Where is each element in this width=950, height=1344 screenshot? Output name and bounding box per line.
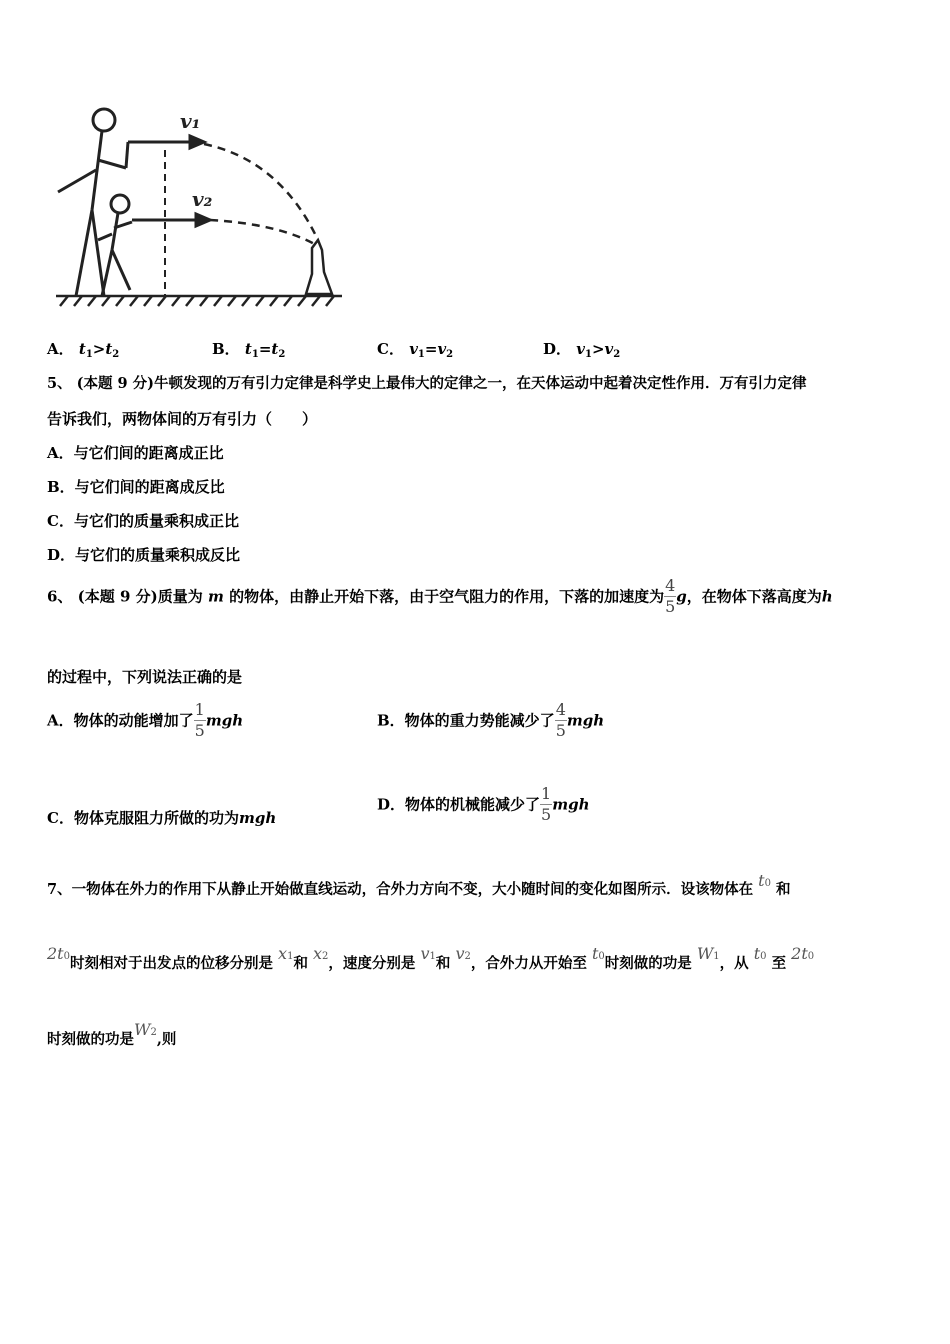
q4-option-b[interactable]: B． $t_1=t_2$ (212, 340, 286, 360)
label-v2: v₂ (192, 187, 213, 211)
symbol-2t0: 2t0 (47, 944, 70, 963)
q5-option-d[interactable]: D．与它们的质量乘积成反比 (47, 546, 241, 564)
q5-option-a[interactable]: A．与它们间的距离成正比 (47, 444, 224, 462)
q5-option-b[interactable]: B．与它们间的距离成反比 (47, 478, 225, 496)
symbol-t0-b: t0 (591, 944, 605, 963)
symbol-v1: v1 (420, 944, 436, 963)
q5-stem-line2: 告诉我们，两物体间的万有引力（ ） (47, 410, 318, 428)
q7-stem-line3: 时刻做的功是W2,则 (47, 1020, 177, 1048)
symbol-v2: v2 (455, 944, 471, 963)
trajectory-2 (210, 220, 318, 246)
q6-option-b[interactable]: B．物体的重力势能减少了 $\frac{4}{5}$ mgh (377, 700, 605, 740)
q5-stem-line1: 5、 (本题 9 分)牛顿发现的万有引力定律是科学史上最伟大的定律之一，在天体运动中起着决定性作用．万有引力定律 (47, 375, 807, 392)
symbol-t0-c: t0 (753, 944, 767, 963)
q5-option-c[interactable]: C．与它们的质量乘积成正比 (47, 512, 239, 530)
q6-stem-line1: 6、 (本题 9 分)质量为 m 的物体，由静止开始下落，由于空气阻力的作用，下落的加速度为 $\frac{4}{5}$ g，在物体下落高度为h (47, 576, 833, 616)
fraction-4-5-b: $\frac{4}{5}$ (555, 700, 566, 740)
q4-option-a[interactable]: A． $t_1>t_2$ (47, 340, 120, 360)
symbol-2t0-b: 2t0 (791, 944, 815, 963)
q4-option-d[interactable]: D． $v_1>v_2$ (543, 340, 621, 360)
label-v1: v₁ (180, 109, 201, 133)
symbol-W2: W2 (134, 1020, 157, 1039)
trajectory-1 (204, 144, 318, 240)
fraction-1-5-d: $\frac{1}{5}$ (541, 784, 552, 824)
q6-stem-line2: 的过程中，下列说法正确的是 (47, 668, 243, 686)
q7-stem-line1: 7、一物体在外力的作用下从静止开始做直线运动，合外力方向不变，大小随时间的变化如图所示．设该物体在 t0 和 (47, 871, 791, 898)
ground (56, 296, 342, 306)
q6-option-c[interactable]: C．物体克服阻力所做的功为mgh (47, 809, 277, 827)
fraction-4-5: $\frac{4}{5}$ (665, 576, 676, 616)
velocity-arrows (128, 136, 210, 226)
q6-option-a[interactable]: A．物体的动能增加了 $\frac{1}{5}$ mgh (47, 700, 244, 740)
q4-option-c[interactable]: C． $v_1=v_2$ (377, 340, 454, 360)
q7-stem-line2: 2t0时刻相对于出发点的位移分别是 x1和 x2，速度分别是 v1和 v2，合外力从开始至 t0时刻做的功是 W1，从 t0 至 2t0 (47, 944, 815, 972)
symbol-x1: x1 (278, 944, 294, 963)
landing-mark (306, 240, 332, 294)
symbol-W1: W1 (696, 944, 720, 963)
tall-person (58, 109, 128, 296)
symbol-t0: t0 (758, 871, 771, 890)
projectile-figure (50, 100, 350, 315)
q6-option-d[interactable]: D．物体的机械能减少了 $\frac{1}{5}$ mgh (377, 784, 590, 824)
symbol-x2: x2 (313, 944, 329, 963)
fraction-1-5: $\frac{1}{5}$ (194, 700, 205, 740)
